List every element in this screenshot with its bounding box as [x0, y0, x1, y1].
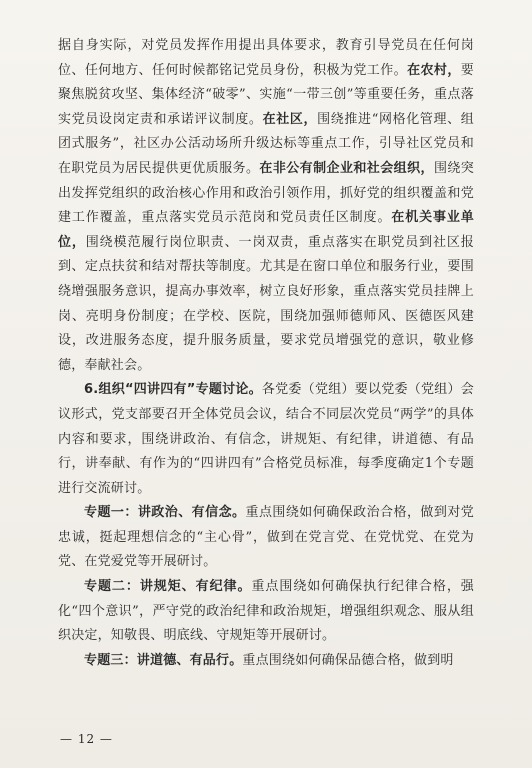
paragraph-topic-3 — [58, 649, 474, 674]
text: 重点围绕如何确保执行纪律合格，强化“四个意识”，严守党的政治纪律和政治规矩，增强组织观念、服从组织决定，知敬畏、明底线、守规矩等开展研讨。 — [58, 579, 474, 644]
text: 围绕推进“网格化管理、组团式服务”，社区办公活动场所升级达标等重点工作，引导社区党员和在职党员为居民提供更优质服务。 — [58, 111, 474, 176]
page-number: — 12 — — [60, 732, 113, 746]
text: 各党委（党组）要以党委（党组）会议形式，党支部要召开全体党员会议，结合不同层次党员“两学”的具体内容和要求，围绕讲政治、有信念，讲规矩、有纪律，讲道德、有品行，讲奉献、有作为的“四讲四有”合格党员标准，每季度确定1个专题进行交流研讨。 — [58, 382, 474, 496]
item-6-heading: 6.组织“四讲四有”专题讨论。 — [84, 382, 262, 398]
heading-enterprise: 在非公有制企业和社会组织， — [259, 160, 434, 176]
heading-rural: 在农村， — [407, 62, 461, 78]
text: 重点围绕如何确保品德合格，做到明 — [242, 652, 454, 668]
text: 要聚焦脱贫攻坚、集体经济“破零”、实施“一带三创”等重要任务，重点落实党员设岗定责和承诺评议制度。 — [58, 62, 474, 127]
topic-2-heading: 专题二：讲规矩、有纪律。 — [84, 579, 252, 595]
heading-institutions: 在机关事业单位， — [58, 210, 474, 250]
paragraph-party-roles — [58, 34, 474, 378]
topic-1-heading: 专题一：讲政治、有信念。 — [84, 505, 246, 521]
text: 围绕模范履行岗位职责、一岗双责，重点落实在职党员到社区报到、定点扶贫和结对帮扶等制度。尤其是在窗口单位和服务行业，要围绕增强服务意识，提高办事效率，树立良好形象，重点落实党员挂牌上岗、亮明身份制度；在学校、医院，围绕加强师德师风、医德医风建设，改进服务态度，提升服务质量，要求党员增强党的意识，敬业修德，奉献社会。 — [58, 234, 474, 373]
text: 据自身实际，对党员发挥作用提出具体要求，教育引导党员在任何岗位、任何地方、任何时候都铭记党员身份，积极为党工作。 — [58, 38, 474, 78]
paragraph-item-6 — [58, 378, 474, 501]
text: 重点围绕如何确保政治合格，做到对党忠诚，挺起理想信念的“主心骨”，做到在党言党、在党忧党、在党为党、在党爱党等开展研讨。 — [58, 505, 474, 570]
text: 围绕突出发挥党组织的政治核心作用和政治引领作用，抓好党的组织覆盖和党建工作覆盖，重点落实党员示范岗和党员责任区制度。 — [58, 160, 474, 226]
topic-3-heading: 专题三：讲道德、有品行。 — [84, 652, 243, 668]
paragraph-topic-1 — [58, 501, 474, 575]
paragraph-topic-2 — [58, 575, 474, 649]
heading-community: 在社区， — [262, 111, 318, 127]
